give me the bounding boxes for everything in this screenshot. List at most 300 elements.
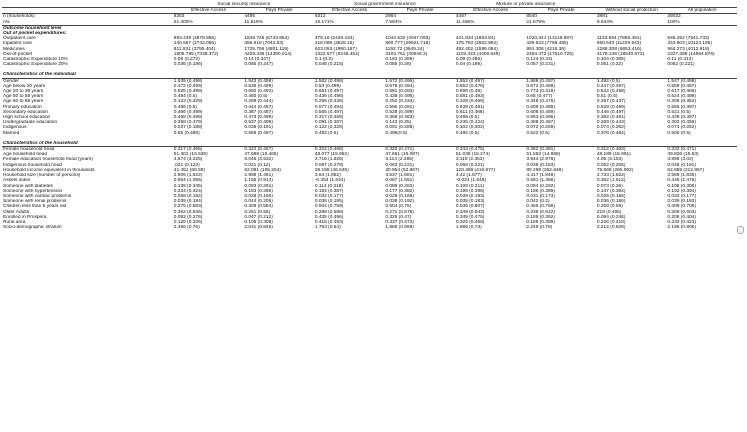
data-cell: 4.05 (3.153) (596, 157, 623, 163)
row-label: Household income equivalent in thousands (3, 167, 95, 173)
data-cell: 0.114 (0.318) (314, 183, 344, 189)
row-label: Age household head (3, 152, 48, 158)
data-cell: 0.345 (0.475) (455, 214, 485, 220)
data-cell: 0.033 (0.177) (667, 193, 696, 199)
data-cell: 1322.577 (5246.452) (314, 51, 360, 57)
scroll-handle[interactable] (737, 226, 744, 234)
data-cell: 8353 (173, 14, 185, 20)
data-cell: 0.485 (0.5) (455, 130, 480, 136)
row-label: Enrolled in Prospera (3, 214, 47, 220)
data-cell: 0.329 (0.47) (385, 214, 412, 220)
data-cell: 0.074 (0.262) (667, 125, 696, 131)
data-cell: 0.638 (0.481) (455, 104, 485, 110)
data-cell: 0.525 (0.499) (173, 89, 203, 95)
data-cell: .021 (0.122) (173, 162, 200, 168)
data-cell: 560.543 (11229.543) (596, 41, 642, 47)
data-cell: 0.438 (0.496) (385, 94, 414, 100)
data-cell: 0.362 (0.481) (596, 115, 626, 121)
row-label: Socio-demographic stratum (3, 225, 62, 231)
data-cell: 1.572 (0.495) (385, 78, 414, 84)
row-label: Age below 20 years (3, 83, 46, 89)
data-cell: 0.325 (0.468) (455, 219, 485, 225)
column-header: Pays Private (243, 8, 314, 14)
data-cell: 3.119 (2.353) (455, 157, 485, 163)
data-cell: 1725.756 (4801.119) (244, 46, 289, 52)
data-cell: 964.273 (4012.918) (667, 46, 710, 52)
data-cell: 0.528 (0.499) (596, 104, 626, 110)
data-cell: 0.528 (0.499) (385, 109, 414, 115)
data-cell: 128.488 (410.677) (455, 167, 496, 173)
data-cell: 0.268 (0.443) (596, 120, 626, 126)
data-cell: 1020.341 (13116.597) (526, 36, 574, 42)
data-cell: 0.578 (0.494) (385, 83, 414, 89)
data-cell: 21.879% (526, 19, 546, 25)
row-label: Female education household head (years) (3, 157, 93, 163)
data-cell: 0.333 (0.471) (385, 147, 414, 153)
data-cell: 356.518 (7042.53) (244, 41, 284, 47)
data-cell: 0.163 (0.369) (385, 57, 414, 63)
data-cell: 0.343 (0.475) (455, 147, 485, 153)
data-cell: 0.388 (0.487) (526, 120, 555, 126)
data-cell: 0.074 (0.262) (596, 125, 626, 131)
data-cell: 0.102 (0.302) (455, 125, 485, 131)
column-header: Pays Private (525, 8, 596, 14)
data-cell: 0.038 (0.192) (385, 199, 414, 205)
data-cell: 0.042 (0.2) (526, 199, 550, 205)
data-cell: 0.537 (0.499) (244, 120, 273, 126)
data-cell: 0.065 (0.247) (244, 62, 273, 68)
data-cell: 175.783 (2602.992) (455, 41, 498, 47)
section-title: Outcome household level (2, 25, 737, 31)
data-cell: 623.053 (1990.187) (314, 46, 357, 52)
data-cell: 0.11 (0.313) (667, 57, 693, 63)
data-cell: 1.155 (0.913) (244, 178, 273, 184)
data-cell: 0.036 (0.186) (596, 199, 626, 205)
data-cell: 1.543 (0.498) (244, 78, 273, 84)
row-label: Catastrophic Expenditure 20% (3, 62, 68, 68)
column-header: Effective Access (455, 8, 526, 14)
data-cell: 0.251 (0.55) (244, 209, 271, 215)
data-cell: 3104.751 (30546.3) (385, 51, 428, 57)
data-cell: 4487 (455, 14, 467, 20)
data-cell: 0.617 (0.486) (667, 89, 696, 95)
data-cell: 0.466 (0.499) (173, 109, 203, 115)
data-cell: 0.147 (0.354) (596, 188, 626, 194)
row-label: Out-of-pocket (3, 51, 33, 57)
group-header: Social security insurance (173, 2, 314, 8)
data-cell: 1288.308 (6653.416) (596, 46, 642, 52)
data-cell: 47.651 (16.087) (385, 152, 420, 158)
data-cell: 0.51 (0.5) (596, 94, 618, 100)
group-header: Mixture or private insurance (455, 2, 596, 8)
data-cell: 0.123 (0.329) (173, 99, 203, 105)
data-cell: 3.537 (1.681) (385, 173, 414, 179)
data-cell: 0.097 (0.278) (314, 162, 344, 168)
data-cell: 4.417 (1.848) (526, 173, 555, 179)
row-label: Inpatient care (3, 41, 33, 47)
data-cell: 0.052 (0.205) (596, 162, 626, 168)
data-cell: 0.025 (0.155) (596, 193, 626, 199)
data-cell: 0.083 (0.276) (173, 214, 203, 220)
data-cell: 0.186 (0.389) (526, 219, 555, 225)
data-cell: 0.14 (0.347) (244, 57, 271, 63)
data-cell: 51.038 (15.274) (455, 152, 490, 158)
row-label: Assets index (3, 178, 31, 184)
data-cell: 0.496 (0.5) (173, 104, 197, 110)
data-cell: 2964 (385, 14, 397, 20)
data-cell: 0.524 (0.499) (667, 94, 696, 100)
data-cell: 4495 (244, 14, 255, 20)
data-cell: 0.124 (0.33) (526, 57, 553, 63)
data-cell: 0.036 (0.153) (526, 162, 555, 168)
row-label: Female household head (3, 147, 55, 153)
row-label: Undergraduate education (3, 120, 58, 126)
row-label: Rural area (3, 219, 26, 225)
data-cell: 0.606 (0.489) (526, 109, 555, 115)
data-cell: 100% (667, 19, 680, 25)
data-cell: 11.496% (455, 19, 475, 25)
data-cell: 0.309 (0.603) (667, 209, 696, 215)
data-cell: 0.65 (0.477) (526, 94, 553, 100)
data-cell: 0.122 (0.328) (314, 125, 344, 131)
data-cell: 6.045 (3.532) (244, 157, 273, 163)
row-label: Gender (3, 78, 19, 84)
data-cell: 0.256 (0.436) (314, 99, 344, 105)
row-label: Household size (number of persons) (3, 173, 81, 179)
data-cell: -0.354 (1.634) (314, 178, 345, 184)
data-cell: 0.048 (0.215) (314, 62, 344, 68)
column-header: Pays Private (384, 8, 455, 14)
data-cell: 0.339 (0.622) (526, 209, 555, 215)
group-header: Social government insurance (314, 2, 455, 8)
data-cell: 0.106 (0.308) (667, 183, 696, 189)
data-cell: 0.436 (0.496) (314, 94, 344, 100)
data-cell: 0.55 (0.498) (173, 130, 200, 136)
data-cell: 0.483 (0.5) (314, 130, 339, 136)
data-cell: 0.559 (0.497) (244, 130, 273, 136)
data-cell: 0.039 (0.193) (667, 199, 696, 205)
data-cell: 0.346 (0.476) (526, 99, 555, 105)
data-cell: 0052 (0.221) (667, 62, 695, 68)
data-cell: 80.298 (262.648) (526, 167, 563, 173)
section-subtitle: Out of pocket expenditures: (3, 31, 67, 37)
data-cell: 1133.994 (7865.491) (596, 36, 642, 42)
data-cell: 0.063 (0.221) (385, 162, 414, 168)
data-cell: 0.138 (0.345) (173, 183, 203, 189)
data-cell: 0.495(0.5) (385, 130, 408, 136)
data-cell: 0.312 (0.463) (596, 147, 626, 153)
column-header: All population (666, 8, 737, 14)
data-cell: 0.108 (0.311) (455, 183, 485, 189)
data-cell: 3.114 (2.395) (385, 157, 414, 163)
data-cell: 48.189 (15.991) (596, 152, 631, 158)
data-cell: 0.04 (0.196) (455, 62, 482, 68)
data-cell: 0.036 (0.185) (314, 199, 344, 205)
data-cell: 4.42 (1.877) (455, 173, 482, 179)
data-cell: 0.322 (0.467) (244, 147, 273, 153)
data-cell: 0.073 (0.26) (596, 183, 623, 189)
data-cell: 0.468 (0.499) (173, 115, 203, 121)
data-cell: 0.581 (0.493) (385, 89, 414, 95)
data-cell: 16.171% (314, 19, 334, 25)
data-cell: 62.091 (106.204) (244, 167, 281, 173)
column-header: Effective Access (314, 8, 385, 14)
data-cell: 0.332 (0.471) (667, 147, 696, 153)
data-cell: 1.562 (0.496) (314, 78, 344, 84)
data-cell: 3.996 (3.02) (667, 157, 694, 163)
row-label: Age 60 to 89 years (3, 99, 44, 105)
data-cell: 2.196 (0.806) (667, 225, 696, 231)
data-cell: 811.931 (3795.404) (173, 46, 216, 52)
data-cell: 0.085 (0.28) (385, 62, 412, 68)
data-cell: 6312 (314, 14, 326, 20)
data-cell: 0.183 (0.387) (314, 188, 344, 194)
data-cell: 0.773 (0.419) (526, 89, 555, 95)
data-cell: 0.696 (0.46) (455, 89, 482, 95)
data-cell: 51.401 (16.539) (173, 152, 208, 158)
data-cell: 47.688 (15.465) (244, 152, 279, 158)
data-cell: 0.308 (0.462) (667, 99, 696, 105)
data-cell: 0.317 (0.465) (314, 115, 344, 121)
data-cell: 0.504 (0.75) (385, 204, 412, 210)
data-cell: 2.906 (1.522) (173, 173, 203, 179)
data-cell: 1192.72 (3649.24) (385, 46, 425, 52)
data-cell: 62.859 (212.967) (667, 167, 704, 173)
data-cell: 0.504 (0.759) (314, 204, 344, 210)
row-label: Someone with hypertension (3, 188, 63, 194)
data-cell: 0.252 (0.434) (385, 99, 414, 105)
data-cell: 0.067 (1.551) (385, 178, 414, 184)
data-cell: 0.592 (0.492) (244, 89, 273, 95)
data-cell: 3.64 (1.852) (314, 173, 341, 179)
row-label: n% (3, 19, 10, 25)
row-label: Medicines (3, 46, 25, 52)
data-cell: 0.104 (0.305) (596, 57, 626, 63)
data-cell: 79.569 (265.902) (596, 167, 634, 173)
data-cell: 0.234 (0.424) (173, 188, 203, 194)
data-cell: 991.308 (4216.36) (526, 46, 566, 52)
data-cell: 1.588 (0.497) (526, 78, 555, 84)
data-cell: 2.456 (0.76) (173, 225, 200, 231)
data-cell: 2.631 (0.846) (244, 225, 273, 231)
data-cell: 2.249 (0.78) (526, 225, 553, 231)
data-cell: 3881 (596, 14, 608, 20)
data-cell: 0.08 (0.272) (173, 57, 200, 63)
data-cell: 0.186 (0.389) (526, 188, 555, 194)
data-cell: 0.449 (0.497) (667, 115, 696, 121)
data-cell: 0.177 (0.382) (385, 188, 414, 194)
data-cell: -0.024 (1.648) (455, 178, 486, 184)
data-cell: 0.039 (0.194) (173, 199, 203, 205)
data-cell: 2.212 (0.828) (596, 225, 626, 231)
data-cell: 4.674 (3.225) (173, 157, 203, 163)
data-cell: 0.226 (0.418) (596, 219, 626, 225)
data-cell: 0.317 (0.465) (173, 147, 203, 153)
data-cell: 0.058 (0.192) (173, 193, 203, 199)
data-cell: 0.563 (0.496) (526, 115, 555, 121)
row-label: Someone with renal problems (3, 199, 67, 205)
table-row (2, 225, 737, 230)
data-cell: 1.986 (0.73) (455, 225, 482, 231)
data-cell: 1.492 (0.5) (596, 78, 621, 84)
data-cell: 219 (0.495) (596, 209, 622, 215)
data-cell: 0.257 (0.437) (596, 99, 626, 105)
data-cell: 0.206 (0.404) (667, 214, 696, 220)
data-cell: 0.542 (0.498) (596, 89, 626, 95)
data-cell: 0.072 (0.259) (526, 125, 555, 131)
data-cell: 482.402 (1599.064) (455, 46, 498, 52)
row-label: Indigenous (3, 125, 27, 131)
data-cell: 0.53 (0.499) (314, 83, 341, 89)
data-cell: 0.447 (0.497) (596, 83, 626, 89)
data-cell: 0.192 (0.394) (667, 188, 696, 194)
data-cell: 0.036 (0.186) (173, 62, 203, 68)
data-cell: 0.233 (0.423) (667, 219, 696, 225)
data-cell: 3.569 (1.835) (667, 173, 696, 179)
data-cell: 0.032 (0.177) (314, 193, 344, 199)
data-cell: 0.581 (1.368) (526, 178, 555, 184)
data-cell: 3.944 (2.978) (526, 157, 555, 163)
data-cell: 0.021 (0.12) (244, 162, 271, 168)
data-cell: 0.555 (0.497) (314, 109, 344, 115)
data-cell: 0.031 (0.173) (526, 193, 555, 199)
data-cell: 0.473 (0.499) (244, 115, 273, 121)
data-cell: 0.195 (0.396) (455, 188, 485, 194)
data-cell: 0.066 (0.221) (455, 162, 485, 168)
data-cell: 0.521 (0.5) (667, 109, 691, 115)
data-cell: 0.093 (0.291) (244, 183, 273, 189)
data-cell: 39032 (667, 14, 681, 20)
data-cell: 0.551 (0.497) (314, 89, 344, 95)
data-cell: 0.129 (0.335) (173, 219, 203, 225)
data-cell: 0.472 (0.499) (173, 83, 203, 89)
data-cell: 1848.725 (6743.854) (244, 36, 289, 42)
data-cell: 0.369 (0.483) (385, 115, 414, 121)
data-cell: 0.446 (0.497) (596, 109, 626, 115)
data-cell: 0.653 (0.476) (455, 83, 485, 89)
data-cell: 0.536 (0.499) (244, 83, 273, 89)
section-title: Characteristics of the household (2, 141, 737, 147)
row-label: Secondary education (3, 109, 49, 115)
data-cell: 1.547 (0.498) (667, 78, 696, 84)
data-cell: 479.18 (2428.434) (314, 36, 355, 42)
data-cell: 0.362 (0.481) (526, 147, 555, 153)
data-cell: 1809.785 (7339.372) (173, 51, 219, 57)
data-cell: 860.777 (29621.718) (385, 41, 430, 47)
data-cell: 893.438 (4878.856) (173, 36, 216, 42)
data-cell: 0.271 (0.575) (385, 209, 414, 215)
data-cell: 343.903 (10124.195) (667, 41, 712, 47)
column-header: Without social protection (596, 8, 667, 14)
data-cell: 1042.532 (4047.093) (385, 36, 430, 42)
data-cell: 4229.438 (14390.014) (244, 51, 292, 57)
data-cell: 0.445 (1.478) (667, 178, 696, 184)
data-cell: 7.594% (385, 19, 402, 25)
data-cell: 0.577 (0.494) (314, 104, 344, 110)
data-cell: 0.09 (0.286) (455, 57, 482, 63)
data-cell: 0.051 (0.22) (596, 62, 623, 68)
row-label: Married (3, 130, 20, 136)
row-label: n (households) (3, 14, 35, 20)
data-cell: 0.362 (1.612) (596, 178, 626, 184)
row-label: Someone with diabetes (3, 183, 53, 189)
data-cell: 0.672 (0.469) (526, 83, 555, 89)
data-cell: 0.028 (0.166) (244, 193, 273, 199)
results-table-page (2, 2, 737, 230)
data-cell: 0.492 (0.5) (244, 94, 268, 100)
data-cell: 41.451 (68.59) (173, 167, 206, 173)
data-cell: 0.376 (0.484) (596, 130, 626, 136)
data-cell: 0.581 (0.493) (455, 94, 485, 100)
data-cell: 0.485 (0.768) (526, 204, 555, 210)
data-cell: 11.516% (244, 19, 263, 25)
row-label: Indigenous household head (3, 162, 62, 168)
descriptive-statistics-table (2, 2, 737, 230)
data-cell: 0.362 (0.645) (173, 209, 203, 215)
data-cell: 0.522 (0.5) (526, 130, 550, 136)
data-cell: 3178.148 (18540.672) (596, 51, 645, 57)
data-cell: 1.763 (0.64) (314, 225, 341, 231)
data-cell: 421.834 (1853.84) (455, 36, 496, 42)
data-cell: 0.029 (0.169) (385, 193, 414, 199)
data-cell: 1.539 (0.498) (173, 78, 203, 84)
data-cell: 0.236 (0.424) (455, 120, 485, 126)
row-label: Outpatient care (3, 36, 36, 42)
data-cell: 51.563 (14.888) (526, 152, 561, 158)
data-cell: 8540 (526, 14, 538, 20)
row-label: Age 50 to 59 years (3, 94, 44, 100)
data-cell: 0.094 (0.246) (596, 214, 626, 220)
data-cell: 0.337 (0.473) (385, 219, 414, 225)
data-cell: 2327.468 (14664.876) (667, 51, 715, 57)
data-cell: 0.303 (0.459) (667, 120, 696, 126)
row-label: Someone with cardiac problems (3, 193, 72, 199)
data-cell: 2.988 (1.461) (244, 173, 273, 179)
data-cell: 0.349 (0.643) (455, 209, 485, 215)
data-cell: 0.309 (0.584) (244, 204, 273, 210)
data-cell: 0.106 (0.308) (244, 219, 273, 225)
data-cell: 2484.472 (17510.725) (526, 51, 574, 57)
data-cell: 0.596 (0.491) (385, 104, 414, 110)
data-cell: 2.733 (1.622) (596, 173, 626, 179)
data-cell: 0.269 (0.444) (244, 99, 273, 105)
row-label: Children less than 6 years old (3, 204, 67, 210)
data-cell: 0.555 (0.497) (667, 104, 696, 110)
data-cell: 49.826 (15.83) (667, 152, 699, 158)
data-cell: 0.189 (0.392) (526, 214, 555, 220)
data-cell: 0.037 (0.188) (173, 125, 203, 131)
data-cell: 0.559 (0.497) (667, 83, 696, 89)
data-cell: 0.409 (0.706) (667, 204, 696, 210)
row-label: Age 20 to 39 years (3, 89, 44, 95)
data-cell: 26.198 (46.545) (314, 167, 349, 173)
section-title: Characteristics of the individual (2, 72, 737, 78)
data-cell: 0.505 (0.5) (667, 130, 691, 136)
data-cell: 0.358 (0.479) (173, 120, 203, 126)
data-cell: 218.089 (3526.15) (314, 41, 355, 47)
data-cell: 0.609 (0.488) (526, 104, 555, 110)
data-cell: 0.954 (1.055) (173, 178, 203, 184)
data-cell: 0.611 (0.488) (455, 109, 485, 115)
data-cell: 0.435 (0.496) (314, 214, 344, 220)
data-cell: 9.943% (596, 19, 614, 25)
data-cell: 0.416 (0.493) (314, 219, 344, 225)
data-cell: 0.328 (0.469) (455, 99, 485, 105)
data-cell: 0.143 (0.35) (385, 120, 412, 126)
data-cell: 21.400% (173, 19, 193, 25)
data-cell: 0.444 (0.497) (244, 104, 273, 110)
data-cell: 2.715 (1.826) (314, 157, 344, 163)
